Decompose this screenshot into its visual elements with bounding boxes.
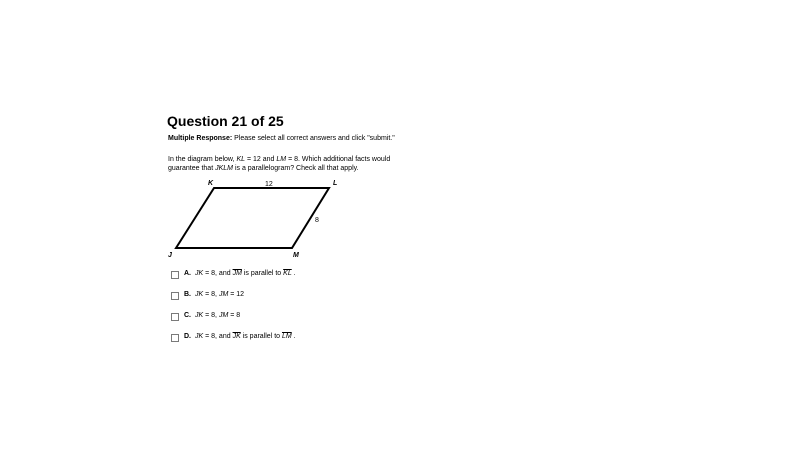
option-text: is parallel to bbox=[240, 333, 282, 340]
option-letter: A. bbox=[184, 270, 191, 277]
option-line-segment: $\overline{LM}$ bbox=[281, 333, 292, 340]
option-b-text bbox=[195, 291, 244, 298]
side-label-kl: 12 bbox=[265, 181, 273, 188]
option-segment: JK bbox=[195, 270, 204, 277]
option-line-segment: $\overline{JK}$ bbox=[232, 333, 241, 340]
option-c-checkbox[interactable] bbox=[171, 313, 179, 321]
prompt-figure-jklm: JKLM bbox=[215, 165, 233, 172]
response-instructions bbox=[168, 135, 395, 142]
side-label-lm: 8 bbox=[315, 217, 319, 224]
option-segment: JK bbox=[195, 333, 204, 340]
option-letter: B. bbox=[184, 291, 191, 298]
vertex-label-j: J bbox=[168, 252, 172, 259]
option-d-text bbox=[195, 333, 296, 340]
option-letter: C. bbox=[184, 312, 191, 319]
question-prompt bbox=[168, 155, 418, 173]
option-text: = 8 bbox=[228, 312, 241, 319]
option-line-segment: $\overline{KL}$ bbox=[283, 270, 292, 277]
prompt-segment-kl: KL bbox=[236, 156, 246, 163]
option-text: . bbox=[291, 270, 296, 277]
prompt-text: = 8. Which additional facts would guarantee that bbox=[168, 156, 391, 172]
prompt-text: is a parallelogram? Check all that apply. bbox=[233, 165, 359, 172]
option-text: = 8, bbox=[203, 291, 219, 298]
option-text: = 8, bbox=[203, 312, 219, 319]
option-c[interactable] bbox=[171, 311, 296, 332]
option-d[interactable] bbox=[171, 332, 296, 353]
option-line-segment: $\overline{JM}$ bbox=[232, 270, 242, 277]
answer-options bbox=[171, 269, 296, 353]
option-a-text bbox=[195, 270, 296, 277]
vertex-label-l: L bbox=[333, 180, 338, 187]
prompt-segment-lm: LM bbox=[276, 156, 287, 163]
option-segment: JK bbox=[195, 291, 204, 298]
option-segment: JM bbox=[218, 291, 229, 298]
option-letter: D. bbox=[184, 333, 191, 340]
option-d-checkbox[interactable] bbox=[171, 334, 179, 342]
option-text: = 8, and bbox=[203, 333, 233, 340]
vertex-label-k: K bbox=[208, 180, 214, 187]
option-text: = 12 bbox=[228, 291, 245, 298]
option-segment: JM bbox=[218, 312, 229, 319]
option-segment: JK bbox=[195, 312, 204, 319]
option-a[interactable] bbox=[171, 269, 296, 290]
prompt-text: = 12 and bbox=[245, 156, 277, 163]
vertex-label-m: M bbox=[293, 252, 299, 259]
parallelogram-diagram bbox=[160, 176, 350, 264]
parallelogram-shape bbox=[176, 188, 329, 248]
option-text: is parallel to bbox=[241, 270, 284, 277]
option-a-checkbox[interactable] bbox=[171, 271, 179, 279]
option-c-text bbox=[195, 312, 240, 319]
option-b-checkbox[interactable] bbox=[171, 292, 179, 300]
question-title: Question 21 of 25 bbox=[167, 113, 284, 129]
option-text: = 8, and bbox=[203, 270, 233, 277]
option-b[interactable] bbox=[171, 290, 296, 311]
response-type-label: Multiple Response: bbox=[168, 135, 233, 142]
option-text: . bbox=[291, 333, 296, 340]
response-type-instructions: Please select all correct answers and click "submit." bbox=[234, 135, 395, 142]
prompt-text: In the diagram below, bbox=[168, 156, 237, 163]
